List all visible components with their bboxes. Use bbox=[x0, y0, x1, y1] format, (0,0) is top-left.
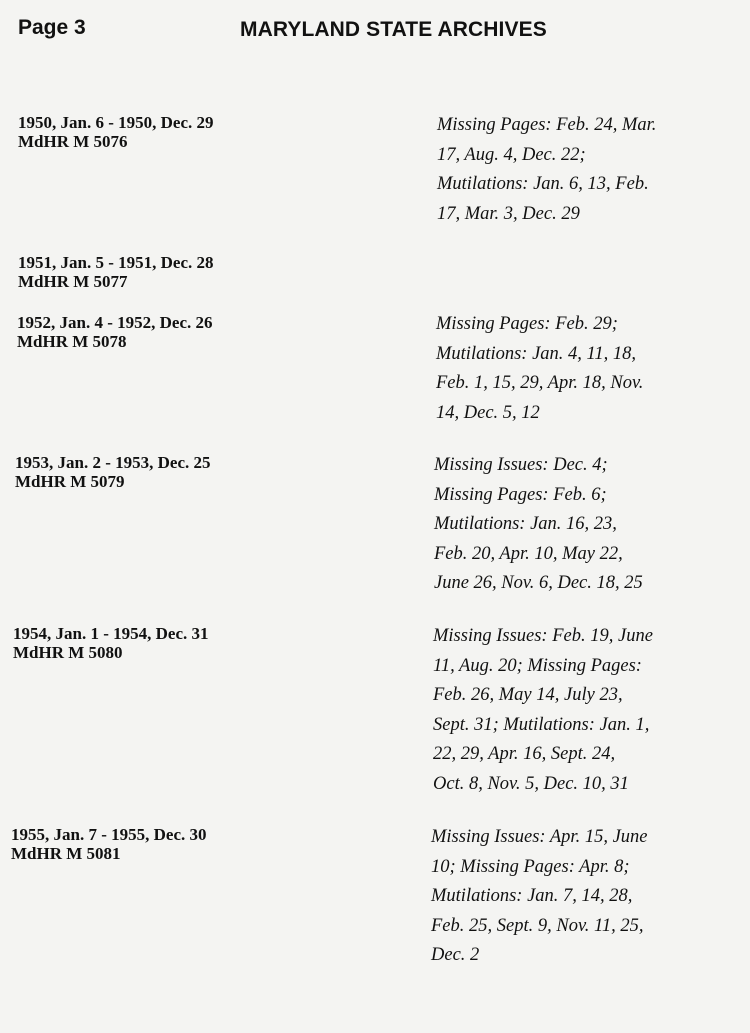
date-range: 1953, Jan. 2 - 1953, Dec. 25 bbox=[15, 453, 211, 472]
entry-identifier bbox=[13, 624, 208, 662]
call-number: MdHR M 5081 bbox=[11, 844, 121, 863]
entry-notes: Missing Pages: Feb. 29; Mutilations: Jan. 4, 11, 18, Feb. 1, 15, 29, Apr. 18, Nov. 14, Dec. 5, 12 bbox=[436, 314, 644, 423]
page-number: Page 3 bbox=[18, 16, 86, 39]
date-range: 1954, Jan. 1 - 1954, Dec. 31 bbox=[13, 624, 209, 643]
date-range: 1951, Jan. 5 - 1951, Dec. 28 bbox=[18, 253, 214, 272]
entry-identifier bbox=[18, 253, 213, 291]
entry-notes: Missing Issues: Dec. 4; Missing Pages: Feb. 6; Mutilations: Jan. 16, 23, Feb. 20, Apr. 10, May 22, June 26, Nov. 6, Dec. 18, 25 bbox=[434, 455, 643, 593]
entry-notes: Missing Issues: Feb. 19, June 11, Aug. 20; Missing Pages: Feb. 26, May 14, July 23, Sept. 31; Mutilations: Jan. 1, 22, 29, Apr. 16, Sept. 24, Oct. 8, Nov. 5, Dec. 10, 31 bbox=[433, 626, 653, 794]
entry-identifier bbox=[11, 825, 206, 863]
date-range: 1955, Jan. 7 - 1955, Dec. 30 bbox=[11, 825, 207, 844]
call-number: MdHR M 5076 bbox=[18, 132, 128, 151]
call-number: MdHR M 5079 bbox=[15, 472, 125, 491]
page-header bbox=[0, 0, 750, 60]
entry-identifier bbox=[15, 453, 210, 491]
call-number: MdHR M 5077 bbox=[18, 272, 128, 291]
call-number: MdHR M 5078 bbox=[17, 332, 127, 351]
entry-notes: Missing Issues: Apr. 15, June 10; Missing Pages: Apr. 8; Mutilations: Jan. 7, 14, 28, Feb. 25, Sept. 9, Nov. 11, 25, Dec. 2 bbox=[431, 827, 648, 965]
date-range: 1952, Jan. 4 - 1952, Dec. 26 bbox=[17, 313, 213, 332]
entry-notes: Missing Pages: Feb. 24, Mar. 17, Aug. 4, Dec. 22; Mutilations: Jan. 6, 13, Feb. 17, Mar. 3, Dec. 29 bbox=[437, 115, 657, 224]
page-title: MARYLAND STATE ARCHIVES bbox=[240, 18, 547, 41]
entry-identifier bbox=[17, 313, 212, 351]
call-number: MdHR M 5080 bbox=[13, 643, 123, 662]
date-range: 1950, Jan. 6 - 1950, Dec. 29 bbox=[18, 113, 214, 132]
entry-identifier bbox=[18, 113, 213, 151]
